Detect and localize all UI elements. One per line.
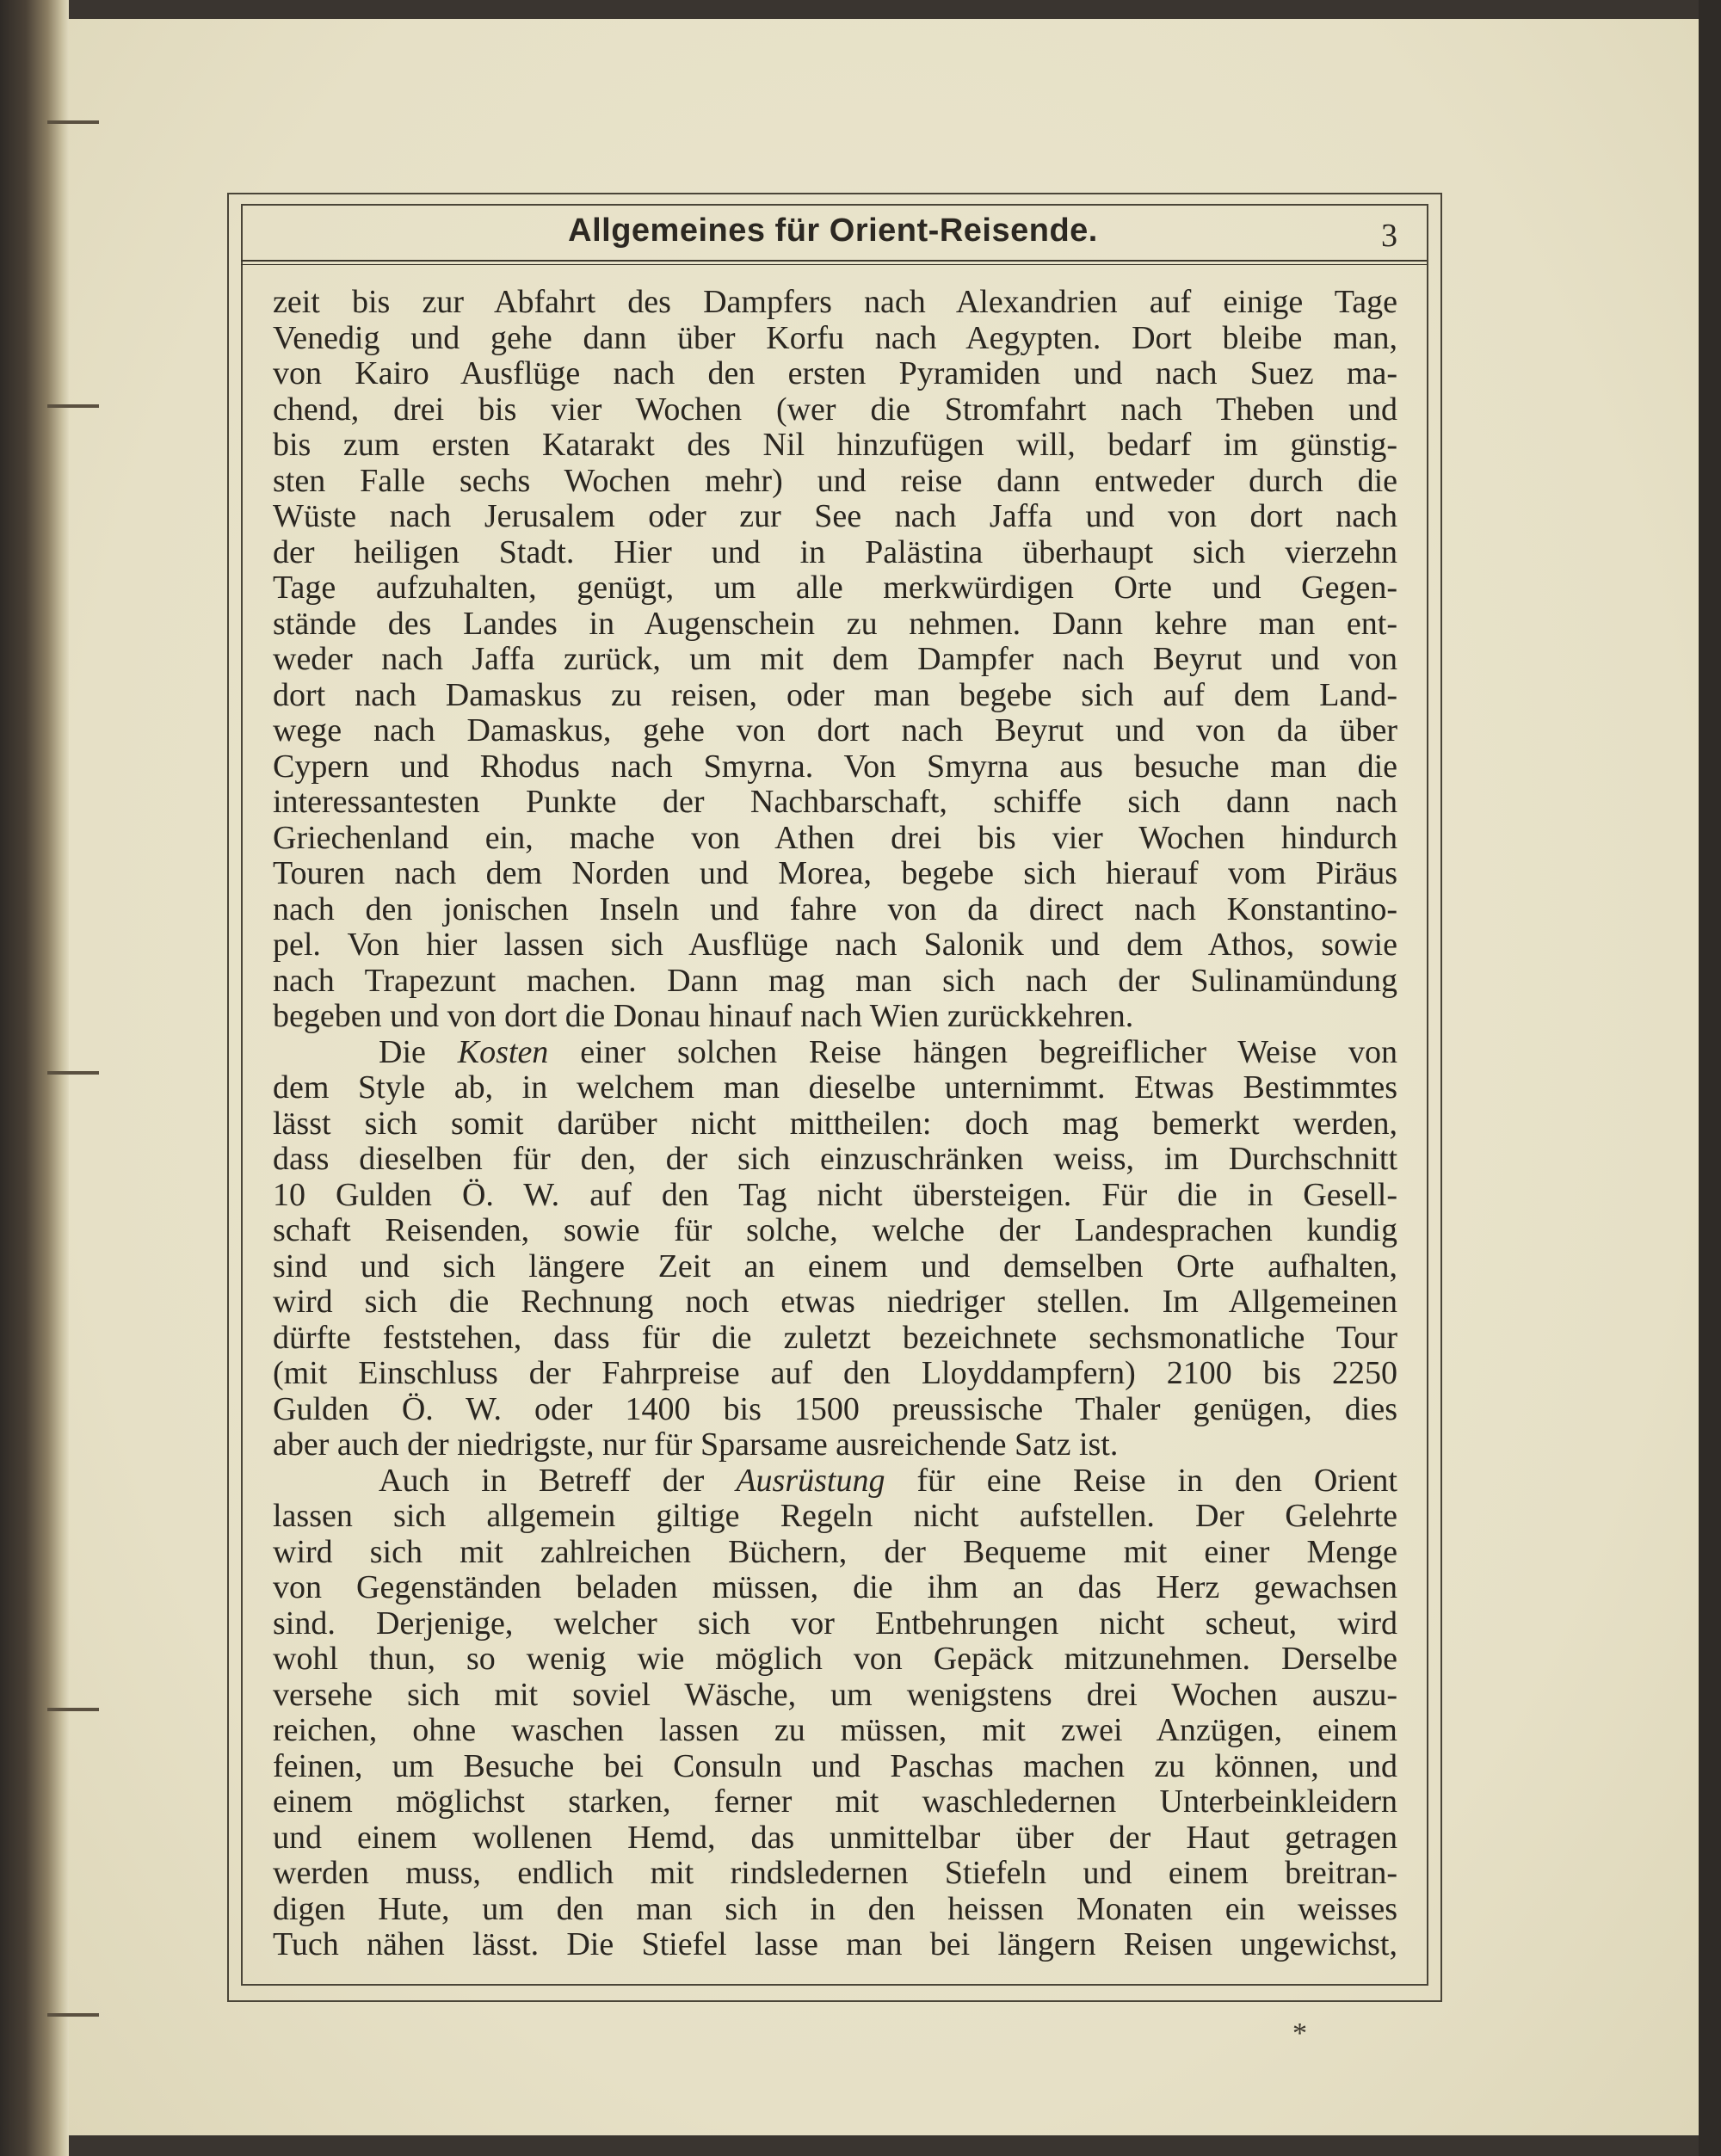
scan-edge [1699,0,1721,2156]
text-line: (mit Einschluss der Fahrpreise auf den Lloyddampfern) 2100 bis 2250 [273,1355,1397,1391]
text-line: Cypern und Rhodus nach Smyrna. Von Smyrna aus besuche man die [273,748,1397,785]
text-line: pel. Von hier lassen sich Ausflüge nach Salonik und dem Athos, sowie [273,927,1397,963]
text-line: Touren nach dem Norden und Morea, begebe sich hierauf vom Piräus [273,855,1397,891]
text-line: wird sich die Rechnung noch etwas niedriger stellen. Im Allgemeinen [273,1284,1397,1320]
text-line: sten Falle sechs Wochen mehr) und reise dann entweder durch die [273,462,1397,499]
paragraph [273,1035,1397,1463]
binding-thread-mark [47,1071,99,1075]
text-line: wohl thun, so wenig wie möglich von Gepäck mitzunehmen. Derselbe [273,1641,1397,1677]
header-rule [241,260,1427,262]
text-line: wird sich mit zahlreichen Büchern, der Bequeme mit einer Menge [273,1533,1397,1570]
text-line: dürfte feststehen, dass für die zuletzt bezeichnete sechsmonatliche Tour [273,1319,1397,1356]
text-line: Tuch nähen lässt. Die Stiefel lasse man bei längern Reisen ungewichst, [273,1926,1397,1962]
text-line: lassen sich allgemein giltige Regeln nicht aufstellen. Der Gelehrte [273,1498,1397,1534]
text-line: nach den jonischen Inseln und fahre von da direct nach Konstantino- [273,890,1397,927]
text-line: 10 Gulden Ö. W. auf den Tag nicht übersteigen. Für die in Gesell- [273,1176,1397,1213]
text-line: interessantesten Punkte der Nachbarschaft, schiffe sich dann nach [273,784,1397,820]
text-line: von Kairo Ausflüge nach den ersten Pyramiden und nach Suez ma- [273,355,1397,391]
text-line: wege nach Damaskus, gehe von dort nach Beyrut und von da über [273,712,1397,748]
text-line: Gulden Ö. W. oder 1400 bis 1500 preussische Thaler genügen, dies [273,1390,1397,1427]
paragraph [273,285,1397,1035]
emphasized-term: Kosten [457,1033,549,1070]
text-line: dort nach Damaskus zu reisen, oder man begebe sich auf dem Land- [273,676,1397,713]
text-line: stände des Landes in Augenschein zu nehmen. Dann kehre man ent- [273,605,1397,642]
text-line: feinen, um Besuche bei Consuln und Paschas machen zu können, und [273,1747,1397,1784]
binding-thread-mark [47,2013,99,2017]
binding-thread-mark [47,120,99,124]
page-number: 3 [1381,218,1397,254]
text-line: begeben und von dort die Donau hinauf nach Wien zurückkehren. [273,998,1134,1034]
text-line: dass dieselben für den, der sich einzuschränken weiss, im Durchschnitt [273,1141,1397,1177]
running-header-title: Allgemeines für Orient-Reisende. [568,213,1098,249]
paragraph [273,1463,1397,1963]
text-line: dem Style ab, in welchem man dieselbe unternimmt. Etwas Bestimmtes [273,1069,1397,1106]
signature-mark: * [1292,2017,1307,2049]
text-line: Tage aufzuhalten, genügt, um alle merkwürdigen Orte und Gegen- [273,570,1397,606]
text-line: reichen, ohne waschen lassen zu müssen, mit zwei Anzügen, einem [273,1712,1397,1748]
emphasized-term: Ausrüstung [736,1462,885,1499]
text-line: nach Trapezunt machen. Dann mag man sich nach der Sulinamündung [273,962,1397,999]
text-line: bis zum ersten Katarakt des Nil hinzufügen will, bedarf im günstig- [273,427,1397,463]
text-line: lässt sich somit darüber nicht mittheilen: doch mag bemerkt werden, [273,1105,1397,1142]
text-line: von Gegenständen beladen müssen, die ihm an das Herz gewachsen [273,1569,1397,1605]
text-line: Wüste nach Jerusalem oder zur See nach Jaffa und von dort nach [273,498,1397,534]
text-line: sind. Derjenige, welcher sich vor Entbehrungen nicht scheut, wird [273,1605,1397,1642]
text-line: der heiligen Stadt. Hier und in Palästina überhaupt sich vierzehn [273,533,1397,570]
text-line: werden muss, endlich mit rindsledernen Stiefeln und einem breitran- [273,1855,1397,1891]
text-segment: Auch in Betreff der [379,1462,737,1499]
text-line: sind und sich längere Zeit an einem und demselben Orte aufhalten, [273,1247,1397,1284]
text-line [273,1035,1397,1071]
text-line: versehe sich mit soviel Wäsche, um wenigstens drei Wochen auszu- [273,1676,1397,1713]
text-line: einem möglichst starken, ferner mit waschledernen Unterbeinkleidern [273,1783,1397,1820]
text-line [273,1463,1397,1500]
text-line: zeit bis zur Abfahrt des Dampfers nach Alexandrien auf einige Tage [273,284,1397,320]
text-line: chend, drei bis vier Wochen (wer die Stromfahrt nach Theben und [273,391,1397,428]
text-line: Venedig und gehe dann über Korfu nach Aegypten. Dort bleibe man, [273,319,1397,356]
text-segment: für eine Reise in den Orient [885,1462,1397,1499]
binding-thread-mark [47,404,99,408]
binding-thread-mark [47,1708,99,1711]
body-text [273,285,1397,1963]
text-line: aber auch der niedrigste, nur für Sparsame ausreichende Satz ist. [273,1426,1119,1463]
text-line: weder nach Jaffa zurück, um mit dem Dampfer nach Beyrut und von [273,641,1397,677]
book-binding [0,0,69,2156]
text-segment: einer solchen Reise hängen begreiflicher Weise von [548,1033,1397,1070]
header-rule [241,264,1427,265]
text-line: digen Hute, um den man sich in den heissen Monaten ein weisses [273,1890,1397,1927]
text-line: Griechenland ein, mache von Athen drei bis vier Wochen hindurch [273,819,1397,856]
text-line: schaft Reisenden, sowie für solche, welche der Landesprachen kundig [273,1212,1397,1248]
text-segment: Die [379,1033,458,1070]
text-line: und einem wollenen Hemd, das unmittelbar über der Haut getragen [273,1819,1397,1856]
